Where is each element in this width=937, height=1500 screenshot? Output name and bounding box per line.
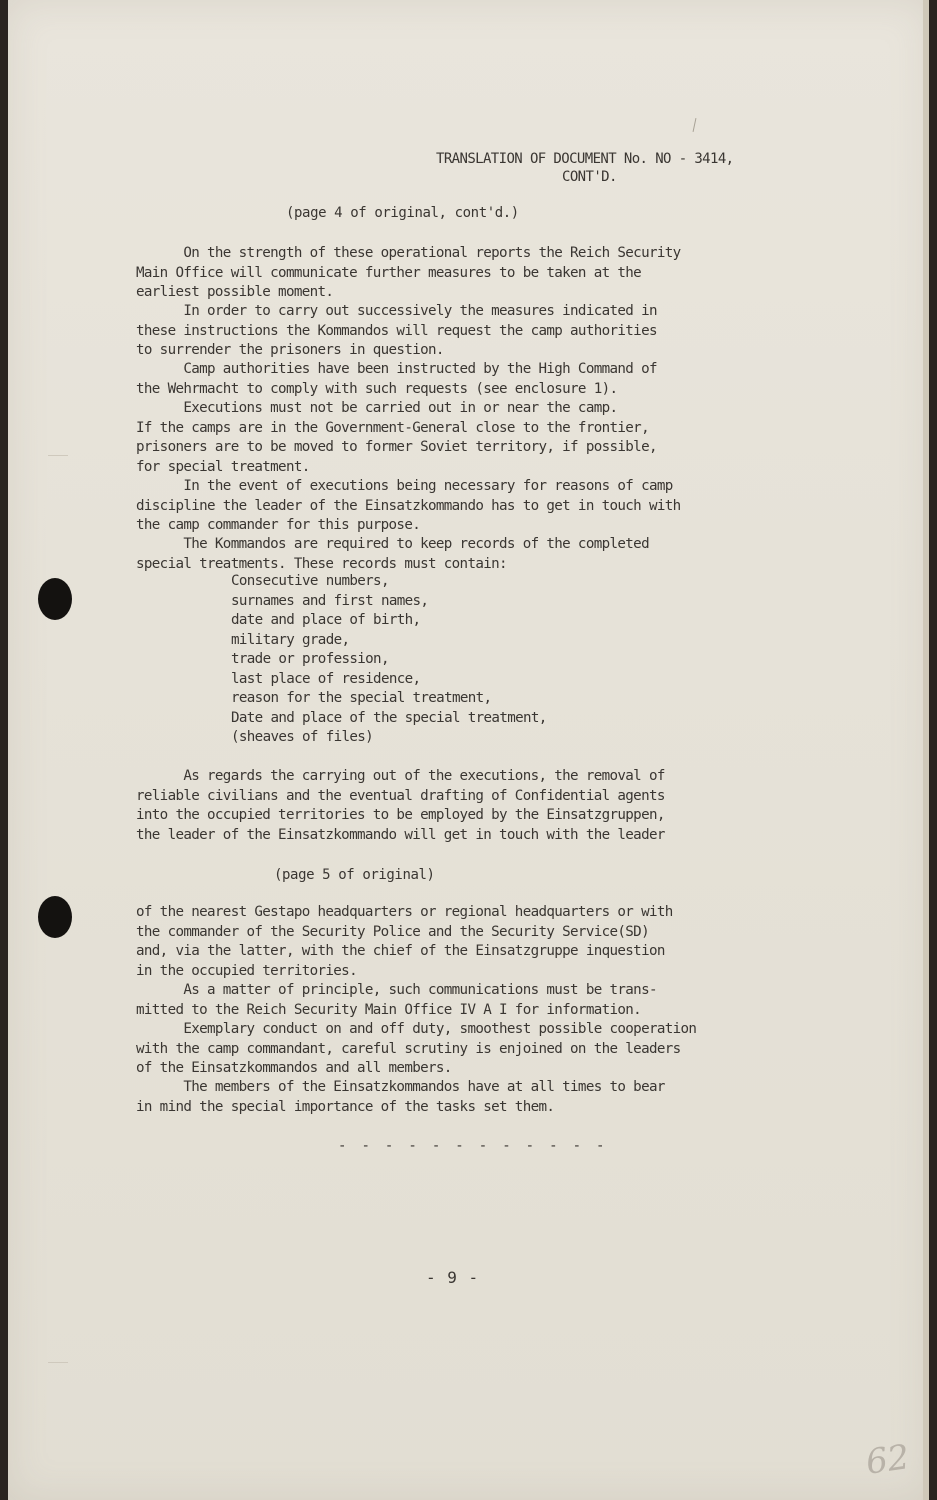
list-item: surnames and first names, [231,592,429,609]
list-item: Consecutive numbers, [231,573,389,589]
record-contents-list [231,572,547,748]
paragraph-conduct: Exemplary conduct on and off duty, smoothest possible cooperation with the camp commandant, careful scrutiny is enjoined on the leaders of the Einsatzkommandos and all members. [136,1021,697,1076]
list-item: last place of residence, [231,670,421,687]
list-item: date and place of birth, [231,612,421,628]
title-line-1: TRANSLATION OF DOCUMENT No. NO - 3414, [436,151,734,167]
document-page [8,0,929,1500]
list-item: Date and place of the special treatment, [231,709,547,726]
handwritten-page-number: 62 [863,1437,912,1483]
paragraph-executions-location: Executions must not be carried out in or near the camp. If the camps are in the Government-General close to the frontier, prisoners are to be moved to former Soviet territory, if possible, for special treatment. [136,400,657,475]
paragraph-communications: As a matter of principle, such communications must be trans- mitted to the Reich Security Main Office IV A I for information. [136,982,657,1018]
paragraph-executions-procedure: As regards the carrying out of the executions, the removal of reliable civilians and the eventual drafting of Confidential agents into the occupied territories to be employed by the Einsatzgruppen, the leader of the Einsatzkommando will get in touch with the leader [136,768,665,843]
punch-hole [38,896,72,938]
list-item: military grade, [231,631,350,648]
title-line-2: CONT'D. [562,169,617,185]
pencil-mark [693,118,697,132]
margin-mark [48,455,68,456]
paragraph-camp-authorities: Camp authorities have been instructed by the High Command of the Wehrmacht to comply with such requests (see enclosure 1). [136,361,657,397]
paragraph-gestapo: of the nearest Gestapo headquarters or regional headquarters or with the commander of the Security Police and the Security Service(SD) and, via the latter, with the chief of the Einsatzgruppe inquestion in the occupied territories. [136,904,673,979]
page-edge [923,0,929,1500]
paragraph-importance: The members of the Einsatzkommandos have at all times to bear in mind the special importance of the tasks set them. [136,1079,665,1115]
paragraph-surrender-prisoners: In order to carry out successively the measures indicated in these instructions the Kommandos will request the camp authorities to surrender the prisoners in question. [136,303,657,358]
paragraph-operational-reports: On the strength of these operational reports the Reich Security Main Office will communicate further measures to be taken at the earliest possible moment. [136,245,681,300]
page-reference-4: (page 4 of original, cont'd.) [286,205,519,221]
page-number: - 9 - [426,1268,480,1287]
list-item: trade or profession, [231,651,389,667]
list-item: (sheaves of files) [231,729,374,745]
punch-hole [38,578,72,620]
paragraph-camp-discipline: In the event of executions being necessary for reasons of camp discipline the leader of the Einsatzkommando has to get in touch with the camp commander for this purpose. [136,478,681,533]
separator-line: - - - - - - - - - - - - [338,1138,608,1154]
document-title [436,150,836,186]
margin-mark [48,1362,68,1363]
list-item: reason for the special treatment, [231,690,492,706]
paragraph-records: The Kommandos are required to keep records of the completed special treatments. These records must contain: [136,536,649,572]
page-reference-5: (page 5 of original) [274,867,435,883]
